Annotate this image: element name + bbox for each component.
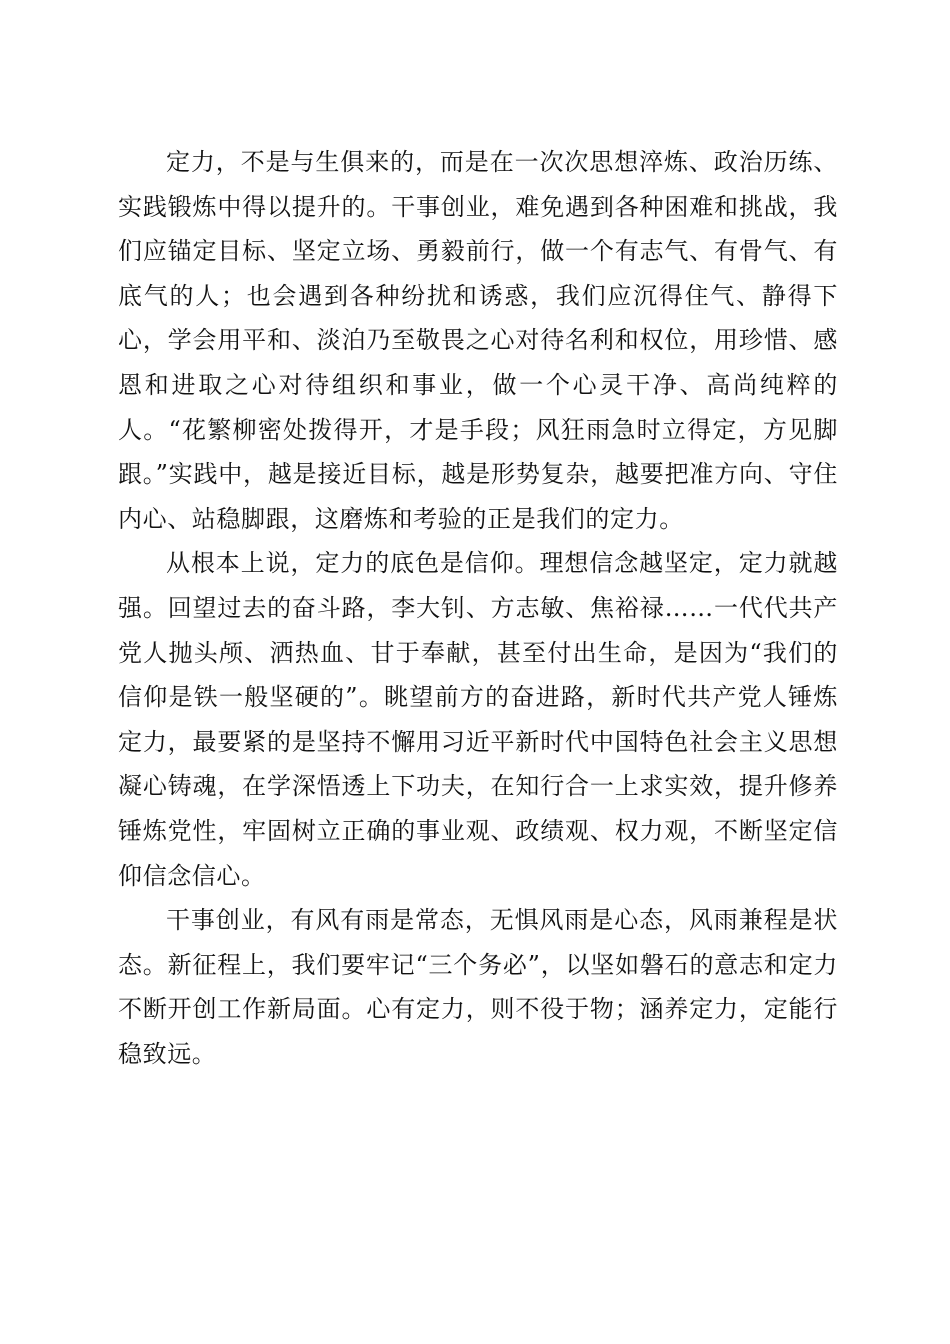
paragraph-2: 从根本上说，定力的底色是信仰。理想信念越坚定，定力就越强。回望过去的奋斗路，李大钊、方志敏、焦裕禄……一代代共产党人抛头颅、洒热血、甘于奉献，甚至付出生命，是因为“我们的信仰是铁一般坚硬的”。眺望前方的奋进路，新时代共产党人锤炼定力，最要紧的是坚持不懈用习近平新时代中国特色社会主义思想凝心铸魂，在学深悟透上下功夫，在知行合一上求实效，提升修养锤炼党性，牢固树立正确的事业观、政绩观、权力观，不断坚定信仰信念信心。 xyxy=(118,549,838,890)
paragraph-3: 干事创业，有风有雨是常态，无惧风雨是心态，风雨兼程是状态。新征程上，我们要牢记“三个务必”，以坚如磐石的意志和定力不断开创工作新局面。心有定力，则不役于物；涵养定力，定能行稳致远。 xyxy=(118,906,838,1068)
document-body xyxy=(118,140,838,1076)
paragraph-1: 定力，不是与生俱来的，而是在一次次思想淬炼、政治历练、实践锻炼中得以提升的。干事创业，难免遇到各种困难和挑战，我们应锚定目标、坚定立场、勇毅前行，做一个有志气、有骨气、有底气的人；也会遇到各种纷扰和诱惑，我们应沉得住气、静得下心，学会用平和、淡泊乃至敬畏之心对待名利和权位，用珍惜、感恩和进取之心对待组织和事业，做一个心灵干净、高尚纯粹的人。“花繁柳密处拨得开，才是手段；风狂雨急时立得定，方见脚跟。”实践中，越是接近目标，越是形势复杂，越要把准方向、守住内心、站稳脚跟，这磨炼和考验的正是我们的定力。 xyxy=(118,148,838,533)
